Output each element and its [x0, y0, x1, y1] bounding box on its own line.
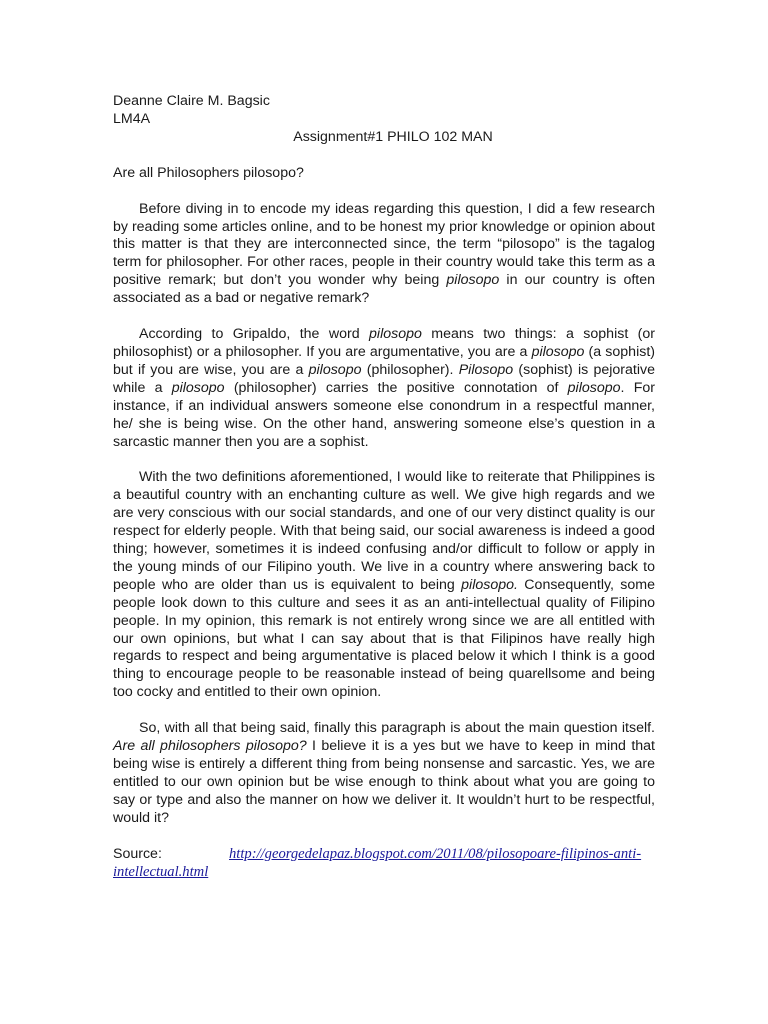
- paragraph-1: [113, 201, 655, 308]
- source-line: [113, 846, 655, 882]
- text-run: (philosopher) carries the positive connotation of: [224, 379, 568, 396]
- paragraph-4: [113, 720, 655, 827]
- text-run: (philosopher).: [361, 361, 459, 378]
- source-link[interactable]: http://georgedelapaz.blogspot.com/2011/08/pilosopoare-filipinos-anti-intellectual.html: [113, 845, 642, 880]
- author-name: Deanne Claire M. Bagsic: [113, 93, 270, 109]
- source-label: Source:: [113, 845, 162, 862]
- text-run: Consequently, some people look down to this culture and sees it as an anti-intellectual quality of Filipino people. In my opinion, this remark is not entirely wrong since we are all entitled with our own opinions, but what I can say about that is that Filipinos have really high regards to respect and being argumentative is placed below it which I think is a good thing to encourage people to be reasonable instead of being quarellsome and being too cocky and entitled to their own opinion.: [113, 576, 655, 701]
- text-run: With the two definitions aforementioned, I would like to reiterate that Philippines is a beautiful country with an enchanting culture as well. We give high regards and we are very conscious with our social standards, and one of our very distinct quality is our respect for elderly people. With that being said, our social awareness is indeed a good thing; however, sometimes it is indeed confusing and/or difficult to follow or apply in the young minds of our Filipino youth. We live in a country where answering back to people who are older than us is equivalent to being: [113, 469, 655, 593]
- text-run: Before diving in to encode my ideas regarding this question, I did a few research by reading some articles online, and to be honest my prior knowledge or opinion about this matter is that they are interconnected since, the term “pilosopo” is the tagalog term for philosopher. For other races, people in their country would take this term as a positive remark; but don’t you wonder why being: [113, 200, 655, 289]
- italic-term: Pilosopo: [458, 361, 514, 378]
- essay-question: Are all Philosophers pilosopo?: [113, 164, 304, 181]
- text-run: . For instance, if an individual answers someone else conondrum in a respectful manner, he/ she is being wise. On the other hand, answering someone else’s question in a sarcastic manner then you are a sophist.: [113, 379, 655, 450]
- paragraph-3: [113, 469, 655, 702]
- text-run: According to Gripaldo, the word: [139, 326, 370, 343]
- italic-term: pilosopo: [308, 361, 362, 378]
- italic-term: pilosopo: [446, 272, 500, 289]
- document-page: [113, 93, 655, 881]
- assignment-title: Assignment#1 PHILO 102 MAN: [293, 128, 493, 145]
- paragraph-2: [113, 326, 655, 451]
- italic-term: pilosopo: [369, 326, 422, 343]
- text-run: So, with all that being said, finally this paragraph is about the main question itself.: [139, 720, 655, 737]
- italic-term: pilosopo: [567, 379, 621, 396]
- text-run: (sophist) is pejorative while a: [113, 361, 655, 396]
- italic-question: Are all philosophers pilosopo?: [113, 738, 307, 755]
- italic-term: pilosopo: [171, 379, 225, 396]
- italic-term: pilosopo: [531, 343, 585, 360]
- text-run: means two things: a sophist (or philosophist) or a philosopher. If you are argumentative, you are a: [113, 326, 656, 360]
- section-code: LM4A: [113, 110, 151, 127]
- text-run: (a sophist) but if you are wise, you are a: [113, 343, 655, 378]
- text-run: in our country is often associated as a bad or negative remark?: [113, 272, 655, 307]
- text-run: I believe it is a yes but we have to keep in mind that being wise is entirely a different thing from being nonsense and sarcastic. Yes, we are entitled to our own opinion but be wise enough to think about what you are going to say or type and also the manner on how we deliver it. It wouldn’t hurt to be respectful, would it?: [113, 738, 655, 826]
- italic-term: pilosopo.: [461, 576, 518, 593]
